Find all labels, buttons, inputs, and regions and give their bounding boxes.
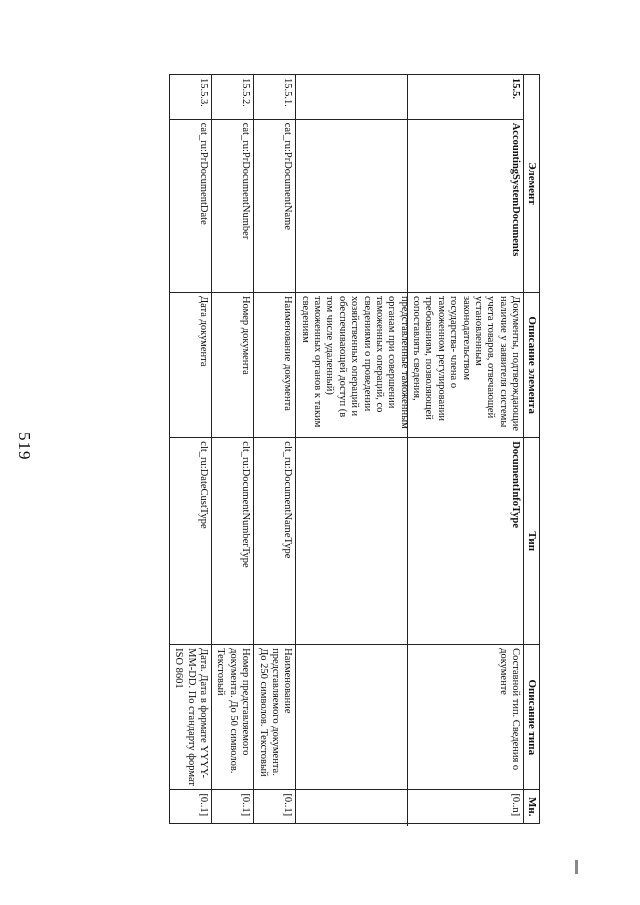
row-type-description: Номер представляемого документа. До 50 символов. Текстовый [212, 645, 254, 790]
row-element: AccountingSystemDocuments [296, 119, 524, 292]
header-element: Элемент [524, 75, 540, 293]
rotated-table-container [100, 74, 540, 824]
row-number: 15.5.2. [212, 75, 254, 120]
table-row [212, 75, 254, 824]
scan-mark [575, 860, 578, 874]
table-row [296, 75, 524, 824]
row-multiplicity: [0..n] [296, 790, 524, 824]
header-row [524, 75, 540, 824]
row-element-description: Документы, подтверждающие наличие у заявителя системы учета товаров, отвечающей установленным законодательством государства- члена о таможенном регулировании требованиям, позволяющей сопоставлять сведения, представленные таможенным органам при совершении таможенных операций, со сведениями о проведении хозяйственных операций и обеспечивающей доступ (в том числе удаленный) таможенных органов к таким сведениям [296, 292, 524, 437]
table-row [254, 75, 296, 824]
row-element: cat_ru:PrDocumentName [254, 119, 296, 292]
row-type-description: Дата. Дата в формате YYYY-MM-DD. По стандарту формат ISO 8601 [169, 645, 211, 790]
header-element-description: Описание элемента [524, 292, 540, 437]
row-element: cat_ru:PrDocumentNumber [212, 119, 254, 292]
row-element-description: Наименование документа [254, 292, 296, 437]
row-multiplicity: [0..1] [254, 790, 296, 824]
row-element: cat_ru:PrDocumentDate [169, 119, 211, 292]
page-number: 519 [15, 432, 34, 461]
row-multiplicity: [0..1] [212, 790, 254, 824]
row-number: 15.5.1. [254, 75, 296, 120]
header-multiplicity: Мн. [524, 790, 540, 824]
row-multiplicity: [0..1] [169, 790, 211, 824]
table-row [169, 75, 211, 824]
row-type: clt_ru:DocumentNumberType [212, 438, 254, 645]
header-type: Тип [524, 438, 540, 645]
row-number: 15.5.3. [169, 75, 211, 120]
row-type: clt_ru:DateCustType [169, 438, 211, 645]
row-element-description: Дата документа [169, 292, 211, 437]
row-element-description: Номер документа [212, 292, 254, 437]
specification-table [169, 74, 540, 824]
row-type-description: Наименование представляемого документа. До 250 символов. Текстовый [254, 645, 296, 790]
row-type: clt_ru:DocumentNameType [254, 438, 296, 645]
row-number: 15.5. [296, 75, 524, 120]
row-type-description: Составной тип. Сведения о документе [296, 645, 524, 790]
row-type: DocumentInfoType [296, 438, 524, 645]
header-type-description: Описание типа [524, 645, 540, 790]
